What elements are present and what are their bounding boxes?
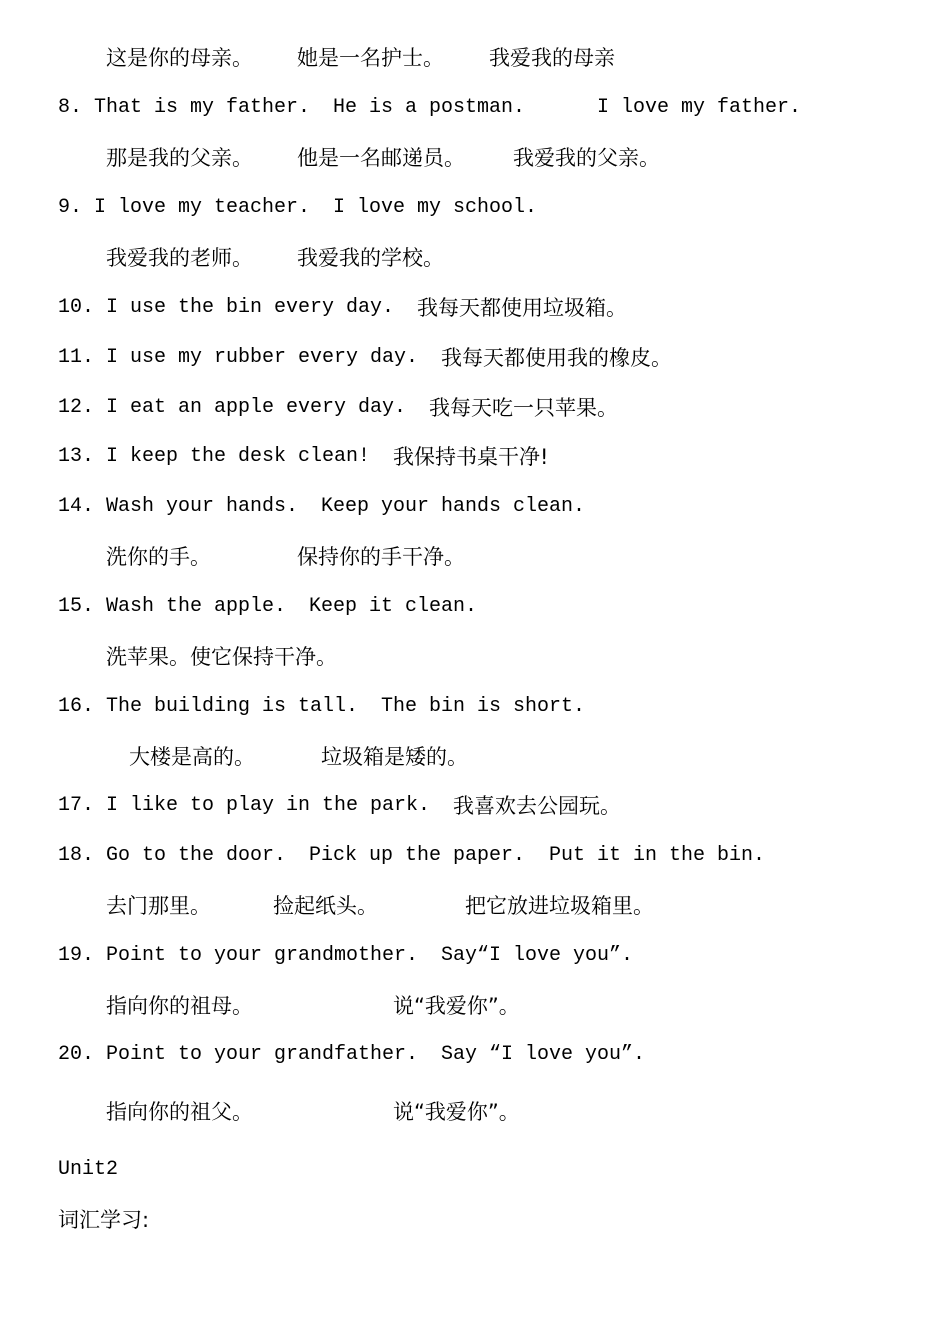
item-number: 17. <box>58 794 95 817</box>
sentence-line-16 <box>0 693 586 721</box>
en-text: I keep the desk clean! <box>106 445 371 468</box>
cn-text: 我爱我的父亲。 <box>513 146 660 170</box>
cn-text: 我每天都使用垃圾箱。 <box>417 296 627 320</box>
sentence-line-11 <box>0 344 672 372</box>
translation-line <box>0 1098 520 1126</box>
cn-text: 洗你的手。 <box>106 545 211 569</box>
translation-line <box>0 643 337 671</box>
en-text: Put it in the bin. <box>549 844 766 867</box>
en-text: I use the bin every day. <box>106 296 395 319</box>
cn-text: 他是一名邮递员。 <box>297 146 465 170</box>
cn-text: 我每天都使用我的橡皮。 <box>441 346 672 370</box>
vocab-title: 词汇学习: <box>58 1208 150 1232</box>
en-text: The bin is short. <box>381 695 586 718</box>
en-text: Keep it clean. <box>309 595 478 618</box>
translation-line <box>0 44 615 72</box>
en-text: Point to your grandfather. <box>106 1043 419 1066</box>
item-number: 15. <box>58 595 95 618</box>
sentence-line-15 <box>0 593 478 621</box>
cn-text: 保持你的手干净。 <box>297 545 465 569</box>
cn-text: 我爱我的母亲 <box>489 46 615 70</box>
en-text: Say “I love you”. <box>441 1043 646 1066</box>
cn-text: 去门那里。 <box>106 894 211 918</box>
sentence-line-13 <box>0 443 549 471</box>
sentence-line-19 <box>0 942 634 970</box>
en-text: I love my school. <box>333 196 538 219</box>
item-number: 8. <box>58 96 83 119</box>
translation-line <box>0 743 468 771</box>
cn-text: 指向你的祖母。 <box>106 994 253 1018</box>
translation-line <box>0 144 660 172</box>
cn-text: 这是你的母亲。 <box>106 46 253 70</box>
sentence-line-18 <box>0 842 766 870</box>
cn-text: 说“我爱你”。 <box>393 1100 520 1124</box>
en-text: I eat an apple every day. <box>106 396 407 419</box>
sentence-line-8 <box>0 94 802 122</box>
sentence-line-10 <box>0 294 627 322</box>
en-text: Say“I love you”. <box>441 944 634 967</box>
unit-title: Unit2 <box>58 1158 119 1181</box>
translation-line <box>0 892 654 920</box>
en-text: The building is tall. <box>106 695 359 718</box>
sentence-line-9 <box>0 194 538 222</box>
cn-text: 洗苹果。使它保持干净。 <box>106 645 337 669</box>
item-number: 11. <box>58 346 95 369</box>
vocab-heading <box>0 1206 150 1234</box>
sentence-line-20 <box>0 1041 646 1069</box>
en-text: Pick up the paper. <box>309 844 526 867</box>
item-number: 18. <box>58 844 95 867</box>
en-text: I use my rubber every day. <box>106 346 419 369</box>
en-text: Keep your hands clean. <box>321 495 586 518</box>
cn-text: 大楼是高的。 <box>129 745 255 769</box>
cn-text: 我每天吃一只苹果。 <box>429 396 618 420</box>
cn-text: 她是一名护士。 <box>297 46 444 70</box>
cn-text: 那是我的父亲。 <box>106 146 253 170</box>
sentence-line-12 <box>0 394 618 422</box>
cn-text: 垃圾箱是矮的。 <box>321 745 468 769</box>
cn-text: 我爱我的学校。 <box>297 246 444 270</box>
item-number: 12. <box>58 396 95 419</box>
translation-line <box>0 992 520 1020</box>
cn-text: 指向你的祖父。 <box>106 1100 253 1124</box>
item-number: 13. <box>58 445 95 468</box>
sentence-line-14 <box>0 493 586 521</box>
unit-heading <box>0 1156 119 1184</box>
en-text: Go to the door. <box>106 844 287 867</box>
item-number: 10. <box>58 296 95 319</box>
cn-text: 说“我爱你”。 <box>393 994 520 1018</box>
translation-line <box>0 244 444 272</box>
cn-text: 我喜欢去公园玩。 <box>453 794 621 818</box>
item-number: 16. <box>58 695 95 718</box>
cn-text: 我爱我的老师。 <box>106 246 253 270</box>
item-number: 14. <box>58 495 95 518</box>
translation-line <box>0 543 465 571</box>
cn-text: 捡起纸头。 <box>273 894 378 918</box>
en-text: Wash your hands. <box>106 495 299 518</box>
item-number: 19. <box>58 944 95 967</box>
item-number: 9. <box>58 196 83 219</box>
en-text: I like to play in the park. <box>106 794 431 817</box>
cn-text: 把它放进垃圾箱里。 <box>465 894 654 918</box>
en-text: I love my father. <box>597 96 802 119</box>
item-number: 20. <box>58 1043 95 1066</box>
en-text: He is a postman. <box>333 96 526 119</box>
en-text: That is my father. <box>94 96 311 119</box>
sentence-line-17 <box>0 792 621 820</box>
en-text: Wash the apple. <box>106 595 287 618</box>
en-text: Point to your grandmother. <box>106 944 419 967</box>
en-text: I love my teacher. <box>94 196 311 219</box>
cn-text: 我保持书桌干净! <box>393 445 549 469</box>
